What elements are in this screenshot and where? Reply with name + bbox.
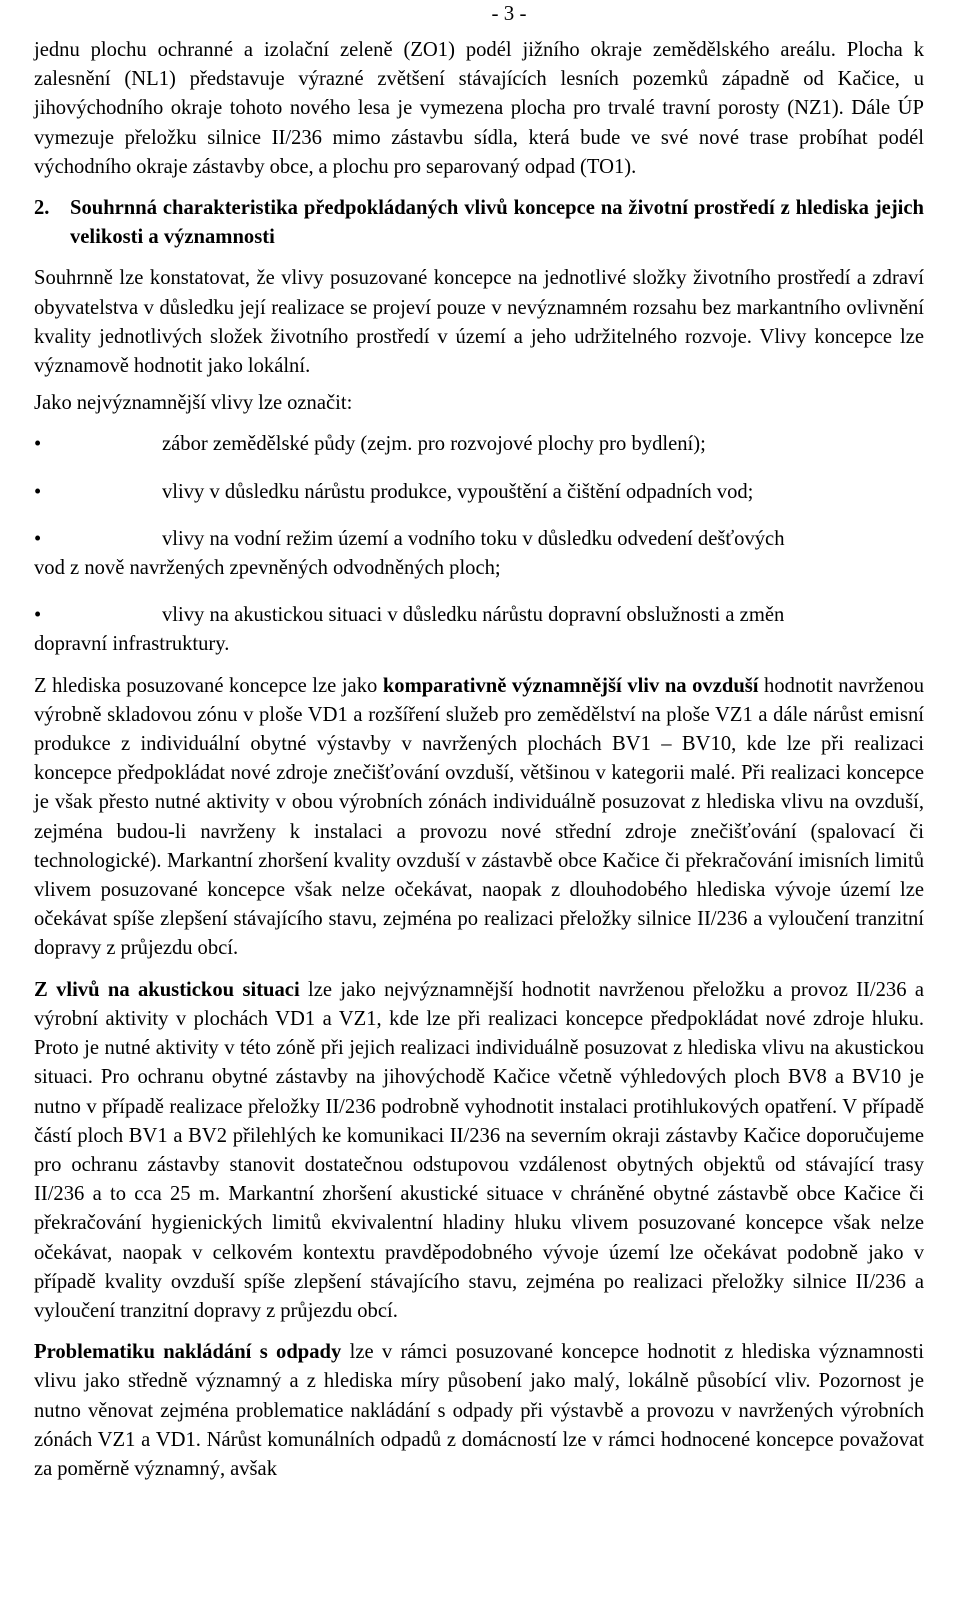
list-item-text-continuation: vod z nově navržených zpevněných odvodněných ploch;	[34, 557, 501, 580]
list-item	[34, 601, 924, 659]
noise-rest: lze jako nejvýznamnější hodnotit navrženou přeložku a provoz II/236 a výrobní aktivity v plochách VD1 a VZ1, kde lze při realizaci koncepce předpokládat nové zdroje hluku. Proto je nutné aktivity v této zóně při jejich realizaci individuálně posuzovat z hlediska vlivu na akustickou situaci. Pro ochranu obytné zástavby na jihovýchodě Kačice včetně výhledových ploch BV8 a BV10 je nutno v případě realizace přeložky II/236 podrobně vyhodnotit instalaci protihlukových opatření. V případě částí ploch BV1 a BV2 přilehlých ke komunikaci II/236 na severním okraji zástavby Kačice doporučujeme pro ochranu zástavby stanovit dostatečnou odstupovou vzdálenost obytných objektů od stávající trasy II/236 a to cca 25 m. Markantní zhoršení akustické situace v chráněné obytné zástavbě obce Kačice či překračování hygienických limitů ekvivalentní hladiny hluku vlivem posuzované koncepce však nelze očekávat, naopak v celkovém kontextu pravděpodobného vývoje území lze očekávat podobně jako v případě kvality ovzduší spíše zlepšení stávajícího stavu, zejména po realizaci přeložky silnice II/236 a vyloučení tranzitní dopravy z průjezdu obcí.	[34, 978, 924, 1322]
waste-rest: lze v rámci posuzované koncepce hodnotit z hlediska významnosti vlivu jako středně významný a z hlediska míry působení jako malý, lokálně působící vliv. Pozornost je nutno věnovat zejména problematice nakládání s odpady při výstavbě a provozu v navržených výrobních zónách VZ1 a VD1. Nárůst komunálních odpadů z domácností lze v rámci hodnocené koncepce považovat za poměrně významný, avšak	[34, 1341, 924, 1480]
spacer	[34, 583, 924, 601]
spacer	[34, 252, 924, 264]
section-title: Souhrnná charakteristika předpokládaných vlivů koncepce na životní prostředí z hlediska jejich velikosti a významnosti	[70, 197, 924, 249]
bullet-icon: •	[34, 604, 42, 627]
summary-paragraph: Souhrnně lze konstatovat, že vlivy posuzované koncepce na jednotlivé složky životního prostředí a zdraví obyvatelstva v důsledku její realizace se projeví pouze v nevýznamném rozsahu bez markantního ovlivnění kvality jednotlivých složek životního prostředí v území a jeho udržitelného rozvoje. Vlivy koncepce lze významově hodnotit jako lokální.	[34, 267, 924, 378]
bullet-icon: •	[34, 433, 42, 456]
bullet-icon: •	[34, 527, 42, 550]
spacer	[34, 1326, 924, 1338]
air-lead: Z hlediska posuzované koncepce lze jako	[34, 674, 383, 697]
section-number: 2.	[34, 197, 50, 220]
list-item-text-continuation: dopravní infrastruktury.	[34, 633, 230, 656]
document-page	[34, 0, 924, 1484]
list-item	[34, 525, 924, 583]
air-quality-paragraph	[34, 672, 924, 964]
spacer	[34, 381, 924, 389]
spacer	[34, 964, 924, 976]
spacer	[34, 507, 924, 525]
intro-paragraph: jednu plochu ochranné a izolační zeleně (ZO1) podél jižního okraje zemědělského areálu. Plocha k zalesnění (NL1) představuje výrazné zvětšení stávajících lesních pozemků západně od Kačice, u jihovýchodního okraje tohoto nového lesa je vymezena plocha pro trvalé travní porosty (NZ1). Dále ÚP vymezuje přeložku silnice II/236 mimo zástavbu sídla, která bude ve své nové trase probíhat podél východního okraje zástavby obce, a plochu pro separovaný odpad (TO1).	[34, 39, 924, 178]
spacer	[34, 182, 924, 194]
list-item	[34, 478, 924, 507]
list-item-text: vlivy na vodní režim území a vodního toku v důsledku odvedení dešťových	[162, 527, 785, 550]
spacer	[34, 660, 924, 672]
list-item-text: vlivy v důsledku nárůstu produkce, vypouštění a čištění odpadních vod;	[162, 480, 754, 503]
list-item-text: zábor zemědělské půdy (zejm. pro rozvojové plochy pro bydlení);	[162, 433, 706, 456]
spacer	[34, 418, 924, 430]
waste-emphasis: Problematiku nakládání s odpady	[34, 1341, 342, 1364]
bullet-icon: •	[34, 480, 42, 503]
waste-paragraph	[34, 1338, 924, 1484]
list-item	[34, 430, 924, 459]
air-emphasis: komparativně významnější vliv na ovzduší	[382, 674, 759, 697]
noise-paragraph	[34, 976, 924, 1326]
noise-emphasis: Z vlivů na akustickou situaci	[34, 978, 300, 1001]
page-number: - 3 -	[491, 1, 527, 25]
list-item-text: vlivy na akustickou situaci v důsledku nárůstu dopravní obslužnosti a změn	[162, 604, 785, 627]
air-rest: hodnotit navrženou výrobně skladovou zónu v ploše VD1 a rozšíření služeb pro zemědělství na ploše VZ1 a dále nárůst emisní produkce z individuální obytné výstavby v navržených plochách BV1 – BV10, kde lze při realizaci koncepce předpokládat nové zdroje znečišťování ovzduší, většinou v kategorii malé. Při realizaci koncepce je však přesto nutné aktivity v obou výrobních zónách individuálně posuzovat z hlediska vlivu na ovzduší, zejména budou-li navrženy k instalaci a provozu nové střední zdroje znečišťování (spalovací či technologické). Markantní zhoršení kvality ovzduší v zástavbě obce Kačice či překračování imisních limitů vlivem posuzované koncepce však nelze očekávat, naopak z dlouhodobého hlediska vývoje území lze očekávat spíše zlepšení stávajícího stavu, zejména po realizaci přeložky silnice II/236 a vyloučení tranzitní dopravy z průjezdu obcí.	[34, 674, 924, 960]
section-heading	[34, 194, 924, 252]
list-intro: Jako nejvýznamnější vlivy lze označit:	[34, 392, 353, 415]
spacer	[34, 460, 924, 478]
